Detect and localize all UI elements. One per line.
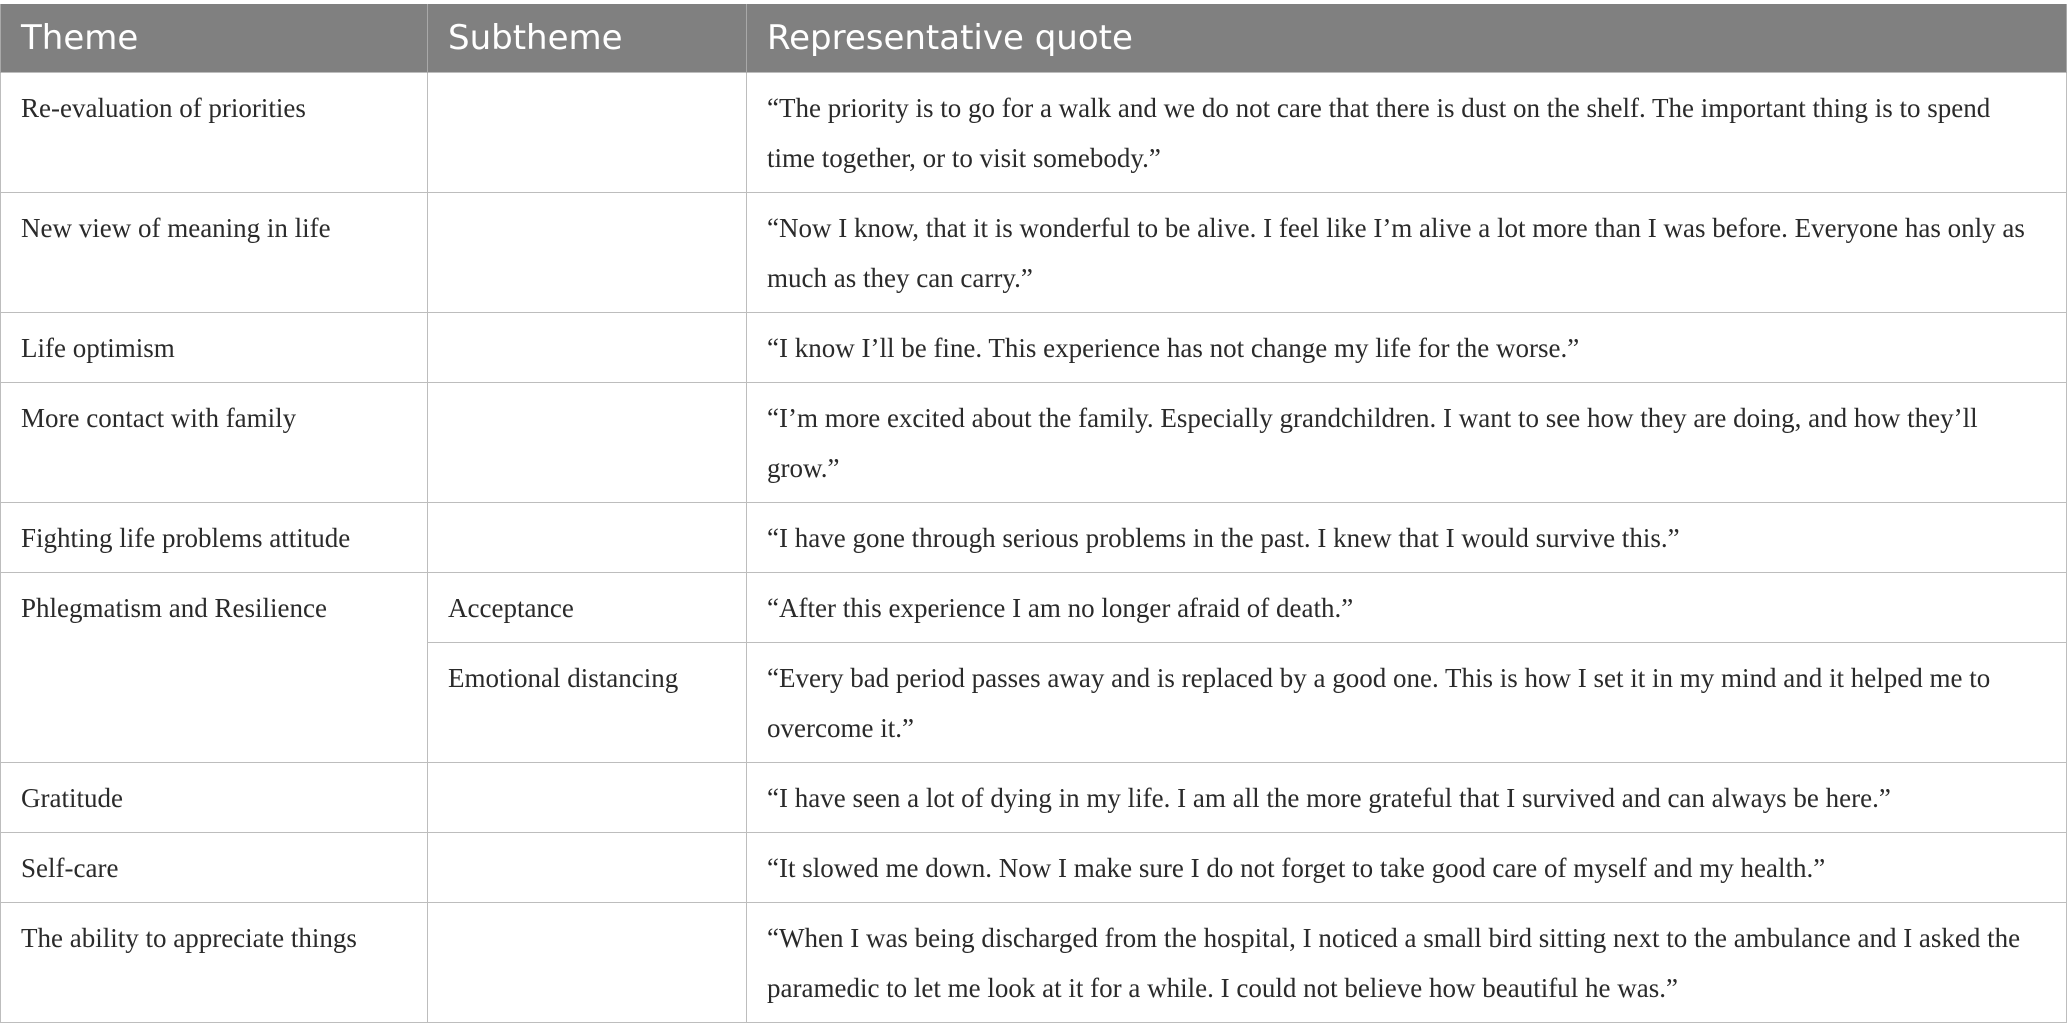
- subtheme-cell: [428, 73, 747, 193]
- header-row: [1, 4, 2067, 73]
- quote-cell: “When I was being discharged from the hospital, I noticed a small bird sitting next to the ambulance and I asked the paramedic to let me look at it for a while. I could not believe how beautiful he was.”: [747, 903, 2067, 1023]
- table-row: [1, 903, 2067, 1023]
- subtheme-cell: [428, 833, 747, 903]
- table-row: [1, 833, 2067, 903]
- theme-cell: Phlegmatism and Resilience: [1, 573, 428, 763]
- quote-cell: “Now I know, that it is wonderful to be alive. I feel like I’m alive a lot more than I was before. Everyone has only as much as they can carry.”: [747, 193, 2067, 313]
- table-row: [1, 73, 2067, 193]
- subtheme-cell: Acceptance: [428, 573, 747, 643]
- quote-cell: “It slowed me down. Now I make sure I do not forget to take good care of myself and my health.”: [747, 833, 2067, 903]
- theme-cell: Fighting life problems attitude: [1, 503, 428, 573]
- themes-table: [0, 4, 2067, 1023]
- subtheme-cell: [428, 503, 747, 573]
- subtheme-cell: [428, 193, 747, 313]
- table-body: [1, 73, 2067, 1023]
- quote-cell: “Every bad period passes away and is replaced by a good one. This is how I set it in my mind and it helped me to overcome it.”: [747, 643, 2067, 763]
- header-theme: Theme: [1, 4, 428, 73]
- quote-cell: “I know I’ll be fine. This experience has not change my life for the worse.”: [747, 313, 2067, 383]
- table-row: [1, 763, 2067, 833]
- header-subtheme: Subtheme: [428, 4, 747, 73]
- table-row: [1, 573, 2067, 643]
- subtheme-cell: Emotional distancing: [428, 643, 747, 763]
- theme-cell: Re-evaluation of priorities: [1, 73, 428, 193]
- quote-cell: “I’m more excited about the family. Especially grandchildren. I want to see how they are doing, and how they’ll grow.”: [747, 383, 2067, 503]
- table-row: [1, 383, 2067, 503]
- theme-cell: Gratitude: [1, 763, 428, 833]
- table-row: [1, 503, 2067, 573]
- subtheme-cell: [428, 383, 747, 503]
- quote-cell: “After this experience I am no longer afraid of death.”: [747, 573, 2067, 643]
- quote-cell: “I have gone through serious problems in the past. I knew that I would survive this.”: [747, 503, 2067, 573]
- table-header: [1, 4, 2067, 73]
- table-row: [1, 313, 2067, 383]
- subtheme-cell: [428, 313, 747, 383]
- theme-cell: New view of meaning in life: [1, 193, 428, 313]
- themes-table-container: [0, 4, 2066, 1023]
- header-quote: Representative quote: [747, 4, 2067, 73]
- quote-cell: “I have seen a lot of dying in my life. I am all the more grateful that I survived and can always be here.”: [747, 763, 2067, 833]
- theme-cell: Self-care: [1, 833, 428, 903]
- quote-cell: “The priority is to go for a walk and we do not care that there is dust on the shelf. The important thing is to spend time together, or to visit somebody.”: [747, 73, 2067, 193]
- table-row: [1, 193, 2067, 313]
- theme-cell: More contact with family: [1, 383, 428, 503]
- subtheme-cell: [428, 903, 747, 1023]
- subtheme-cell: [428, 763, 747, 833]
- theme-cell: Life optimism: [1, 313, 428, 383]
- theme-cell: The ability to appreciate things: [1, 903, 428, 1023]
